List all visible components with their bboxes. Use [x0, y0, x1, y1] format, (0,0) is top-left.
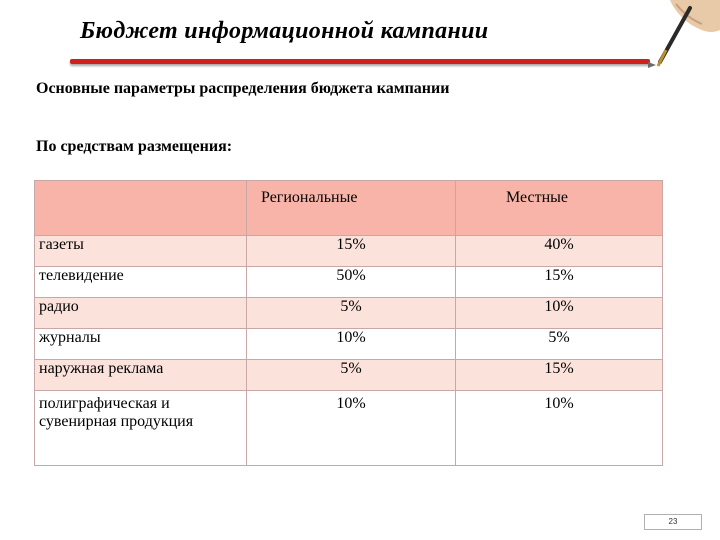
row-category: полиграфическая и сувенирная продукция — [35, 391, 247, 466]
row-category: газеты — [35, 236, 247, 267]
slide-title: Бюджет информационной кампании — [80, 18, 489, 44]
row-local: 40% — [456, 236, 663, 267]
table-row — [35, 391, 663, 466]
row-local: 10% — [456, 391, 663, 466]
row-local: 10% — [456, 298, 663, 329]
row-category: радио — [35, 298, 247, 329]
row-local: 15% — [456, 360, 663, 391]
page-number: 23 — [644, 514, 702, 530]
header-local: Местные — [456, 181, 663, 236]
pen-in-hand-icon — [630, 0, 720, 70]
row-regional: 15% — [247, 236, 456, 267]
row-regional: 50% — [247, 267, 456, 298]
header-empty — [35, 181, 247, 236]
table-row — [35, 360, 663, 391]
table-row — [35, 267, 663, 298]
budget-table — [34, 180, 663, 466]
header-regional: Региональные — [247, 181, 456, 236]
slide-subtitle: Основные параметры распределения бюджета кампании — [36, 80, 450, 97]
row-local: 5% — [456, 329, 663, 360]
table-row — [35, 329, 663, 360]
table-header-row — [35, 181, 663, 236]
section-label: По средствам размещения: — [36, 138, 233, 155]
row-regional: 10% — [247, 329, 456, 360]
row-category: наружная реклама — [35, 360, 247, 391]
row-regional: 5% — [247, 360, 456, 391]
table-row — [35, 236, 663, 267]
row-regional: 5% — [247, 298, 456, 329]
table-row — [35, 298, 663, 329]
row-category: телевидение — [35, 267, 247, 298]
row-category: журналы — [35, 329, 247, 360]
title-underline — [70, 59, 650, 64]
row-local: 15% — [456, 267, 663, 298]
row-regional: 10% — [247, 391, 456, 466]
